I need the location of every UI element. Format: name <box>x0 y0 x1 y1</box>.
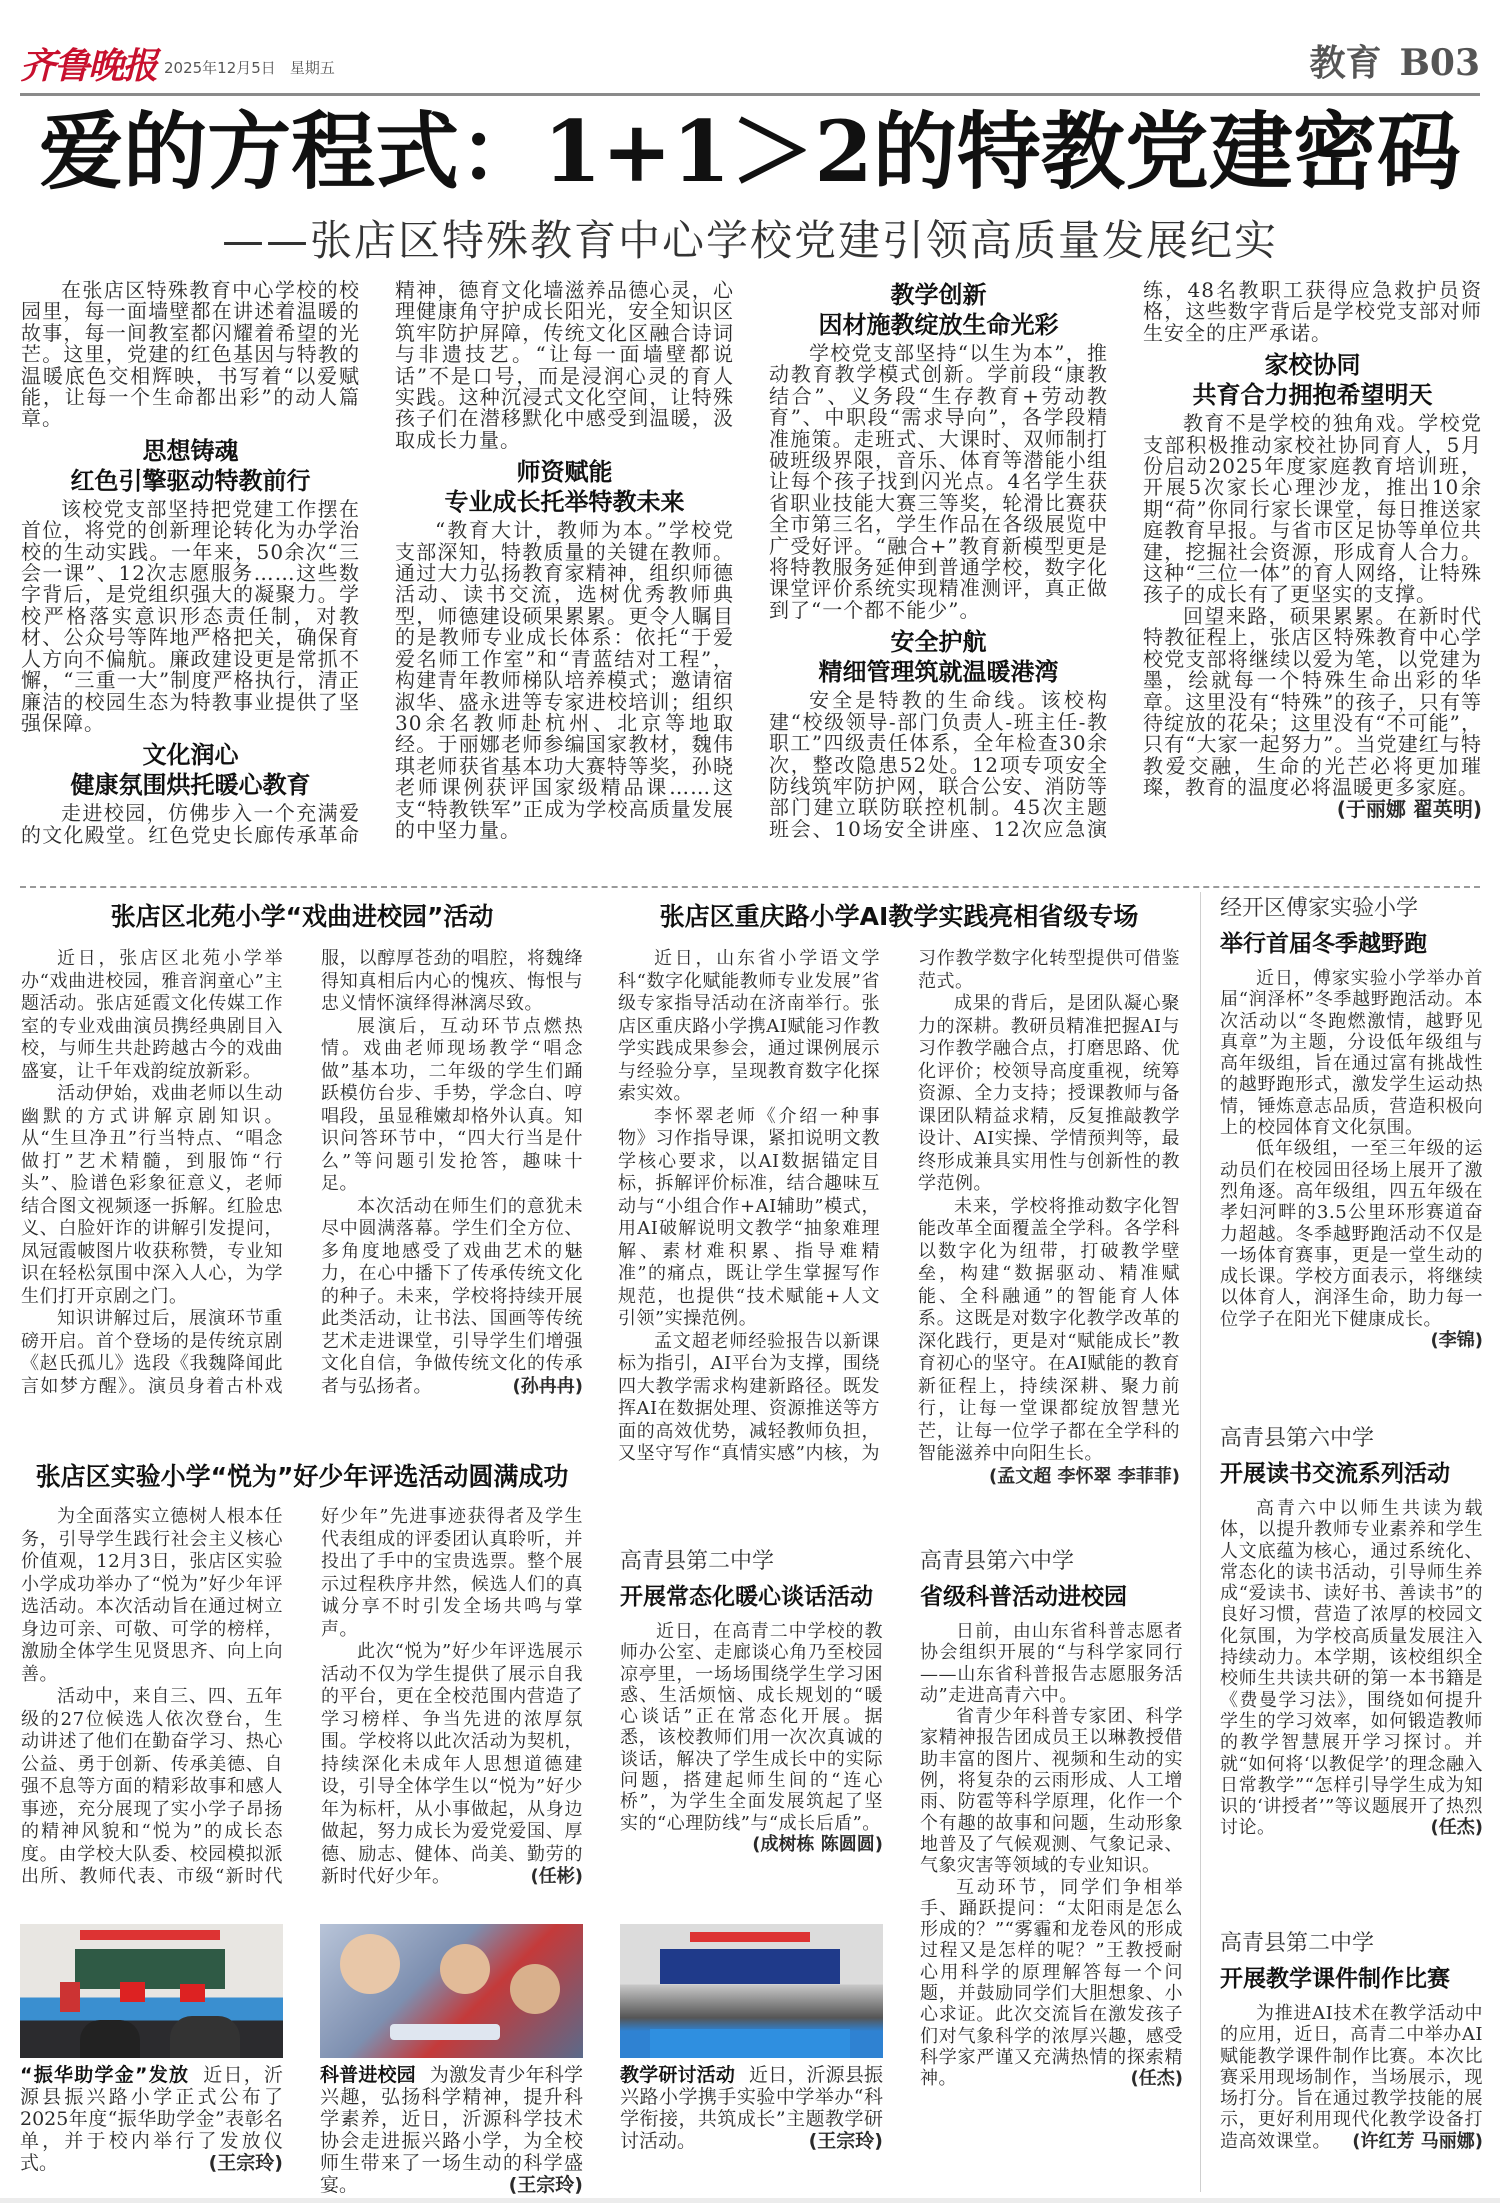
brief-title: 开展常态化暖心谈话活动 <box>620 1584 873 1610</box>
byline: (王宗玲) <box>808 2130 883 2152</box>
paragraph <box>395 520 734 841</box>
paragraph-text: 教育不是学校的独角戏。学校党支部积极推动家校社协同育人，5月份启动2025年度家庭教育培训班，开展5次家长心理沙龙，推出10余期“荷”你同行家长课堂，每日推送家庭教育早报。与省市区足协等单位共建，挖掘社会资源，形成育人合力。这种“三位一体”的育人网络，让特殊孩子的成长有了更坚实的支撑。 <box>1143 411 1482 607</box>
paragraph <box>769 343 1108 621</box>
section-heading <box>21 436 360 496</box>
brief-kicker: 高青县第二中学 <box>1220 1931 1375 1956</box>
column-rule <box>1200 892 1201 2192</box>
paragraph <box>920 1877 1183 2090</box>
paragraph <box>321 1641 583 1889</box>
photo-scholarship-ceremony <box>20 1924 283 2058</box>
article-body-chongqing <box>618 948 1180 1488</box>
photo-science-robot-dog <box>320 1924 583 2058</box>
byline: (于丽娜 翟英明) <box>1336 796 1482 821</box>
section-kicker: 教学创新 <box>890 280 987 309</box>
article-title-chongqing: 张店区重庆路小学AI教学实践亮相省级专场 <box>659 902 1139 931</box>
caption-title: 科普进校园 <box>320 2064 416 2086</box>
caption-title: 教学研讨活动 <box>620 2064 735 2086</box>
paragraph-text: 活动中，来自三、四、五年级的27位候选人依次登台，生动讲述了他们在勤奋学习、热心公益、勇于创新、传承美德、自强不息等方面的精彩故事和感人事迹，充分展现了实小学子昂扬的精神风貌和“悦为”的成长态度。由学校大队委、校园模拟派出所、教师代表、市级“新时代好少年”先进事迹获得者及学生代表组成的评委团认真聆听，并投出了手中的宝贵选票。整个展示过程秩序井然，候选人们的真诚分享不时引发全场共鸣与掌声。 <box>21 1506 583 1887</box>
brief-gq6-reading <box>1220 1425 1483 1839</box>
paragraph-text: 近日，在高青二中学校的教师办公室、走廊谈心角乃至校园凉亭里，一场场围绕学生学习困惑、生活烦恼、成长规划的“暖心谈话”正在常态化开展。据悉，该校教师们用一次次真诚的谈话，解决了学生成长中的实际问题，搭建起师生间的“连心桥”，为学生全面发展筑起了坚实的“心理防线”与“成长后盾”。 <box>620 1621 883 1834</box>
brief-kicker: 经开区傅家实验小学 <box>1220 896 1419 921</box>
section-title: 共育合力拥抱希望明天 <box>1192 380 1433 410</box>
paragraph <box>620 1621 883 1855</box>
paragraph-text: 孟文超老师经验报告以新课标为指引，AI平台为支撑，围绕四大教学需求构建新路径。既发挥AI在数据处理、资源推送等方面的高效优势，减轻教师负担，又坚守写作“真情实感”内核，为习作教学数字化转型提供可借鉴范式。 <box>618 948 1180 1464</box>
section-name: 教育 <box>1309 42 1382 84</box>
article-body-yuewei <box>21 1506 583 1889</box>
paragraph <box>918 993 1180 1196</box>
paragraph <box>1143 603 1482 821</box>
brief-gq6-science <box>920 1548 1183 2090</box>
paragraph-text: 活动伊始，戏曲老师以生动幽默的方式讲解京剧知识。从“生旦净丑”行当特点、“唱念做打”艺术精髓，到服饰“行头”、脸谱色彩象征意义，老师结合图文视频逐一拆解。红脸忠义、白脸奸诈的讲解引发提问，凤冠霞帔图片收获称赞，专业知识在轻松氛围中深入人心，为学生们打开京剧之门。 <box>21 1083 283 1307</box>
byline: (任杰) <box>1130 2068 1183 2090</box>
paragraph-text: 近日，山东省小学语文学科“数字化赋能教师专业发展”省级专家指导活动在济南举行。张店区重庆路小学携AI赋能习作教学实践成果参会，通过课例展示与经验分享，呈现教育数字化探索实效。 <box>618 948 880 1104</box>
caption-text: 近日，沂源县振兴路小学正式公布了2025年度“振华助学金”表彰名单，并于校内举行了发放仪式。 <box>20 2064 283 2174</box>
photo-caption <box>620 2064 883 2152</box>
brief-kicker: 高青县第六中学 <box>920 1549 1075 1574</box>
paragraph <box>918 1195 1180 1487</box>
dateline <box>164 58 349 78</box>
paragraph-text: 日前，由山东省科普志愿者协会组织开展的“与科学家同行——山东省科普报告志愿服务活动”走进高青六中。 <box>920 1621 1183 1706</box>
article-title-yuewei: 张店区实验小学“悦为”好少年评选活动圆满成功 <box>35 1462 569 1491</box>
section-heading <box>769 627 1108 687</box>
paragraph <box>1220 1138 1483 1352</box>
section-kicker: 安全护航 <box>890 627 987 657</box>
paragraph-text: “教育大计，教师为本。”学校党支部深知，特教质量的关键在教师。通过大力弘扬教育家精神，组织师德活动、读书交流，选树优秀教师典型，师德建设硕果累累。更令人瞩目的是教师专业成长体系：依托“于爱爱名师工作室”和“青蓝结对工程”，构建青年教师梯队培养模式；邀请宿淑华、盛永进等专家进校培训；组织30余名教师赴杭州、北京等地取经。于丽娜老师参编国家教材，魏伟琪老师获省基本功大赛特等奖，孙晓老师课例获评国家级精品课……这支“特教铁军”正成为学校高质量发展的中坚力量。 <box>395 518 734 842</box>
byline: (王宗玲) <box>508 2174 583 2196</box>
paragraph <box>618 1106 880 1331</box>
paragraph-text: 知识讲解过后，展演环节重磅开启。首个登场的是传统京剧《赵氏孤儿》选段《我魏降闻此言如梦方醒》。演员身着古朴戏服，以醇厚苍劲的唱腔，将魏绛得知真相后内心的愧疚、悔恨与忠义情怀演绎得淋漓尽致。 <box>21 948 583 1397</box>
byline: (李锦) <box>1430 1330 1483 1352</box>
paragraph-text: 低年级组，一至三年级的运动员们在校园田径场上展开了激烈角逐。高年级组，四五年级在孝妇河畔的3.5公里环形赛道奋力超越。冬季越野跑活动不仅是一场体育赛事，更是一堂生动的成长课。学校方面表示，将继续以体育人，润泽生命，助力每一位学子在阳光下健康成长。 <box>1220 1138 1483 1330</box>
paragraph-text: 近日，傅家实验小学举办首届“润泽杯”冬季越野跑活动。本次活动以“冬跑燃激情，越野见真章”为主题，分设低年级组与高年级组，旨在通过富有挑战性的越野跑形式，激发学生运动热情，锤炼意志品质，营造积极向上的校园体育文化氛围。 <box>1220 968 1483 1139</box>
paragraph <box>1143 413 1482 606</box>
paragraph-text: 学校党支部坚持“以生为本”，推动教育教学模式创新。学前段“康教结合”、义务段“生存教育+劳动教育”、中职段“需求导向”，各学段精准施策。走班式、大课时、双师制打破班级界限，音乐、体育等潜能小组让每个孩子找到闪光点。4名学生获省职业技能大赛三等奖，轮滑比赛获全市第三名，学生作品在各级展览中广受好评。“融合+”教育新模型更是将特教服务延伸到普通学校，数字化课堂评价系统实现精准测评，真正做到了“一个都不能少”。 <box>769 341 1108 622</box>
paragraph <box>21 1506 283 1686</box>
section-title: 因材施教绽放生命光彩 <box>818 310 1059 339</box>
brief-body <box>620 1621 883 1855</box>
brief-body <box>1220 2003 1483 2152</box>
caption-text: 为激发青少年科学兴趣，弘扬科学精神，提升科学素养，近日，沂源科学技术协会走进振兴路小学，为全校师生带来了一场生动的科学盛宴。 <box>320 2064 583 2196</box>
paragraph <box>920 1706 1183 1876</box>
paragraph-text: 高青六中以师生共读为载体，以提升教师专业素养和学生人文底蕴为核心，通过系统化、常态化的读书活动，引导师生养成“爱读书、读好书、善读书”的良好习惯，营造了浓厚的校园文化氛围，为学校高质量发展注入持续动力。本学期，该校组织全校师生共读共研的第一本书籍是《费曼学习法》，围绕如何提升学生的学习效率，如何锻造教师的教学智慧展开学习探讨。并就“如何将‘以教促学’的理念融入日常教学”“怎样引导学生成为知识的‘讲授者’”等议题展开了热烈讨论。 <box>1220 1498 1483 1839</box>
caption-title: “振华助学金”发放 <box>20 2064 190 2086</box>
caption-text: 近日，沂源县振兴路小学携手实验中学举办“科学衔接，共筑成长”主题教学研讨活动。 <box>620 2064 883 2152</box>
page-bottom-edge <box>0 2198 1500 2203</box>
paragraph <box>920 1621 1183 1706</box>
paragraph <box>21 948 283 1083</box>
byline: (王宗玲) <box>208 2152 283 2174</box>
paragraph <box>1220 1498 1483 1839</box>
brief-body <box>1220 1498 1483 1839</box>
section-title: 红色引擎驱动特教前行 <box>70 465 311 495</box>
paragraph-text: 在张店区特殊教育中心学校的校园里，每一面墙壁都在讲述着温暖的故事，每一间教室都闪耀着希望的光芒。这里，党建的红色基因与特教的温暖底色交相辉映，书写着“以爱赋能，让每一个生命都出彩”的动人篇章。 <box>21 278 360 431</box>
brief-title: 举行首届冬季越野跑 <box>1220 931 1427 957</box>
lead-article-body <box>21 280 1482 846</box>
section-heading <box>395 457 734 517</box>
paragraph-text: 安全是特教的生命线。该校构建“校级领导-部门负责人-班主任-教职工”四级责任体系，全年检查30余次，整改隐患52处。12项专项安全防线筑牢防护网，联合公安、消防等部门建立联防联控机制。45次主题班会、10场安全讲座、12次应急演练，48名教职工获得应急救护员资格，这些数字背后是学校党支部对师生安全的庄严承诺。 <box>769 278 1482 841</box>
section-kicker: 家校协同 <box>1264 350 1361 380</box>
byline: (孙冉冉) <box>512 1375 583 1397</box>
brief-body <box>1220 968 1483 1352</box>
paragraph-text: 本次活动在师生们的意犹未尽中圆满落幕。学生们全方位、多角度地感受了戏曲艺术的魅力，在心中播下了传承传统文化的种子。未来，学校将持续开展此类活动，让书法、国画等传统艺术走进课堂，引导学生们增强文化自信，争做传统文化的传承者与弘扬者。 <box>321 1195 583 1397</box>
byline: (任杰) <box>1430 1817 1483 1839</box>
section-title: 健康氛围烘托暖心教育 <box>70 770 311 800</box>
section-kicker: 思想铸魂 <box>142 435 239 465</box>
paragraph-text: 该校党支部坚持把党建工作摆在首位，将党的创新理论转化为办学治校的生动实践。一年来，50余次“三会一课”、12次志愿服务……这些数字背后，是党组织强大的凝聚力。学校严格落实意识形态责任制，对教材、公众号等阵地严格把关，确保育人方向不偏航。廉政建设更是常抓不懈，“三重一大”制度严格执行，清正廉洁的校园生态为特教事业提供了坚强保障。 <box>21 496 360 735</box>
lead-headline: 爱的方程式：1+1＞2的特教党建密码 <box>39 102 1461 201</box>
photo-teaching-seminar <box>620 1924 883 2058</box>
newspaper-logo: 齐鲁晚报 <box>20 45 157 87</box>
byline: (成树栋 陈圆圆) <box>752 1833 883 1855</box>
paragraph-text: 省青少年科普专家团、科学家精神报告团成员王以琳教授借助丰富的图片、视频和生动的实例，将复杂的云雨形成、人工增雨、防雹等科学原理，化作一个个有趣的故事和问题，生动形象地普及了气候观测、气象记录、气象灾害等领域的专业知识。 <box>920 1706 1183 1877</box>
brief-kicker: 高青县第六中学 <box>1220 1426 1375 1451</box>
paragraph-text: 近日，张店区北苑小学举办“戏曲进校园，雅音润童心”主题活动。张店延霞文化传媒工作室的专业戏曲演员携经典剧目入校，与师生共赴跨越古今的戏曲盛宴，让千年戏韵绽放新彩。 <box>21 948 283 1082</box>
paragraph-text: 成果的背后，是团队凝心聚力的深耕。教研员精准把握AI与习作教学融合点，打磨思路、优化评价；校领导高度重视，统筹资源、全力支持；授课教师与备课团队精益求精，反复推敲教学设计、AI实操、学情预判等，最终形成兼具实用性与创新性的教学范例。 <box>918 993 1180 1194</box>
paragraph-text: 展演后，互动环节点燃热情。戏曲老师现场教学“唱念做”基本功，二年级的学生们踊跃模仿台步、手势，学念白、哼唱段，虽显稚嫩却格外认真。知识问答环节中，“四大行当是什么”等问题引发抢答，趣味十足。 <box>321 1015 583 1194</box>
article-title-beiyuan: 张店区北苑小学“戏曲进校园”活动 <box>110 902 494 931</box>
issue-weekday: 星期五 <box>289 59 335 77</box>
paragraph-text: 未来，学校将推动数字化智能改革全面覆盖全学科。各学科以数字化为纽带，打破教学壁垒，构建“数据驱动、精准赋能、全科融通”的智能育人体系。这既是对数字化教学改革的深化践行，更是对“赋能成长”教育初心的坚守。在AI赋能的教育新征程上，持续深耕、聚力前行，让每一堂课都绽放智慧光芒，让每一位学子都在全学科的智能滋养中向阳生长。 <box>918 1195 1180 1464</box>
paragraph <box>21 1083 283 1308</box>
issue-date: 2025年12月5日 <box>164 59 276 77</box>
paragraph <box>21 496 360 735</box>
brief-title: 开展读书交流系列活动 <box>1220 1461 1450 1487</box>
section-title: 专业成长托举特教未来 <box>444 487 685 517</box>
brief-body <box>920 1621 1183 2090</box>
paragraph-text: 为推进AI技术在教学活动中的应用，近日，高青二中举办AI赋能教学课件制作比赛。本次比赛采用现场制作，当场展示，现场打分。旨在通过教学技能的展示，更好利用现代化教学设备打造高效课堂。 <box>1220 2003 1483 2152</box>
section-heading <box>21 740 360 800</box>
paragraph-text: 走进校园，仿佛步入一个充满爱的文化殿堂。红色党史长廊传承革命精神，德育文化墙滋养品德心灵，心理健康角守护成长阳光，安全知识区筑牢防护屏障，传统文化区融合诗词与非遗技艺。“让每一面墙壁都说话”不是口号，而是浸润心灵的育人实践。这种沉浸式文化空间，让特殊孩子们在潜移默化中感受到温暖，汲取成长力量。 <box>21 278 734 847</box>
paragraph-text: 回望来路，硕果累累。在新时代特教征程上，张店区特殊教育中心学校党支部将继续以爱为笔，以党建为墨，绘就每一个特殊生命出彩的华章。这里没有“特殊”的孩子，只有等待绽放的花朵；这里没有“不可能”，只有“大家一起努力”。当党建红与特教爱交融，生命的光芒必将更加璀璨，教育的温度必将温暖更多家庭。 <box>1143 603 1482 800</box>
byline: (孟文超 李怀翠 李菲菲) <box>989 1465 1180 1487</box>
paragraph <box>21 280 360 430</box>
section-title: 精细管理筑就温暖港湾 <box>818 657 1059 687</box>
brief-gq2-courseware <box>1220 1930 1483 2152</box>
paragraph <box>321 1016 583 1196</box>
paragraph <box>1220 968 1483 1138</box>
lead-subheadline: ——张店区特殊教育中心学校党建引领高质量发展纪实 <box>221 216 1278 265</box>
byline: (任彬) <box>530 1866 583 1887</box>
section-kicker: 师资赋能 <box>516 457 613 487</box>
brief-fujia <box>1220 895 1483 1351</box>
brief-title: 开展教学课件制作比赛 <box>1220 1966 1450 1992</box>
paragraph-text: 李怀翠老师《介绍一种事物》习作指导课，紧扣说明文教学核心要求，以AI数据锚定目标，拆解评价标准，结合趣味互动与“小组合作+AI辅助”模式，用AI破解说明文教学“抽象难理解、素材难积累、指导难精准”的痛点，既让学生掌握写作规范，也提供“技术赋能+人文引领”实操范例。 <box>618 1105 880 1329</box>
photo-caption <box>320 2064 583 2196</box>
paragraph-text: 为全面落实立德树人根本任务，引导学生践行社会主义核心价值观，12月3日，张店区实验小学成功举办了“悦为”好少年评选活动。本次活动旨在通过树立身边可亲、可敬、可学的榜样，激励全体学生见贤思齐、向上向善。 <box>21 1506 283 1685</box>
section-heading <box>769 280 1108 340</box>
byline: (许红芳 马丽娜) <box>1352 2130 1483 2152</box>
paragraph-text: 互动环节，同学们争相举手、踊跃提问：“太阳雨是怎么形成的？”“雾霾和龙卷风的形成过程又是怎样的呢？”王教授耐心用科学的原理解答每一个问题，并鼓励同学们大胆想象、小心求证。此次交流旨在激发孩子们对气象科学的浓厚兴趣，感受科学家严谨又充满热情的探索精神。 <box>920 1876 1183 2090</box>
section-heading <box>1143 350 1482 410</box>
section-kicker: 文化润心 <box>142 740 239 770</box>
header-rule <box>20 93 1480 96</box>
photo-caption <box>20 2064 283 2174</box>
section-divider <box>20 886 1480 888</box>
brief-gq2-talk <box>620 1548 883 1855</box>
paragraph-text: 此次“悦为”好少年评选展示活动不仅为学生提供了展示自我的平台，更在全校范围内营造了学习榜样、争当先进的浓厚氛围。学校将以此次活动为契机，持续深化未成年人思想道德建设，引导全体学生以“悦为”好少年为标杆，从小事做起，从身边做起，努力成长为爱党爱国、厚德、励志、健体、尚美、勤劳的新时代好少年。 <box>321 1641 583 1887</box>
brief-kicker: 高青县第二中学 <box>620 1549 775 1574</box>
page-number: B03 <box>1399 42 1480 84</box>
brief-title: 省级科普活动进校园 <box>920 1584 1127 1610</box>
article-body-beiyuan <box>21 948 583 1398</box>
section-label <box>1291 40 1480 86</box>
paragraph <box>1220 2003 1483 2152</box>
paragraph <box>321 1196 583 1399</box>
paragraph <box>618 948 880 1106</box>
